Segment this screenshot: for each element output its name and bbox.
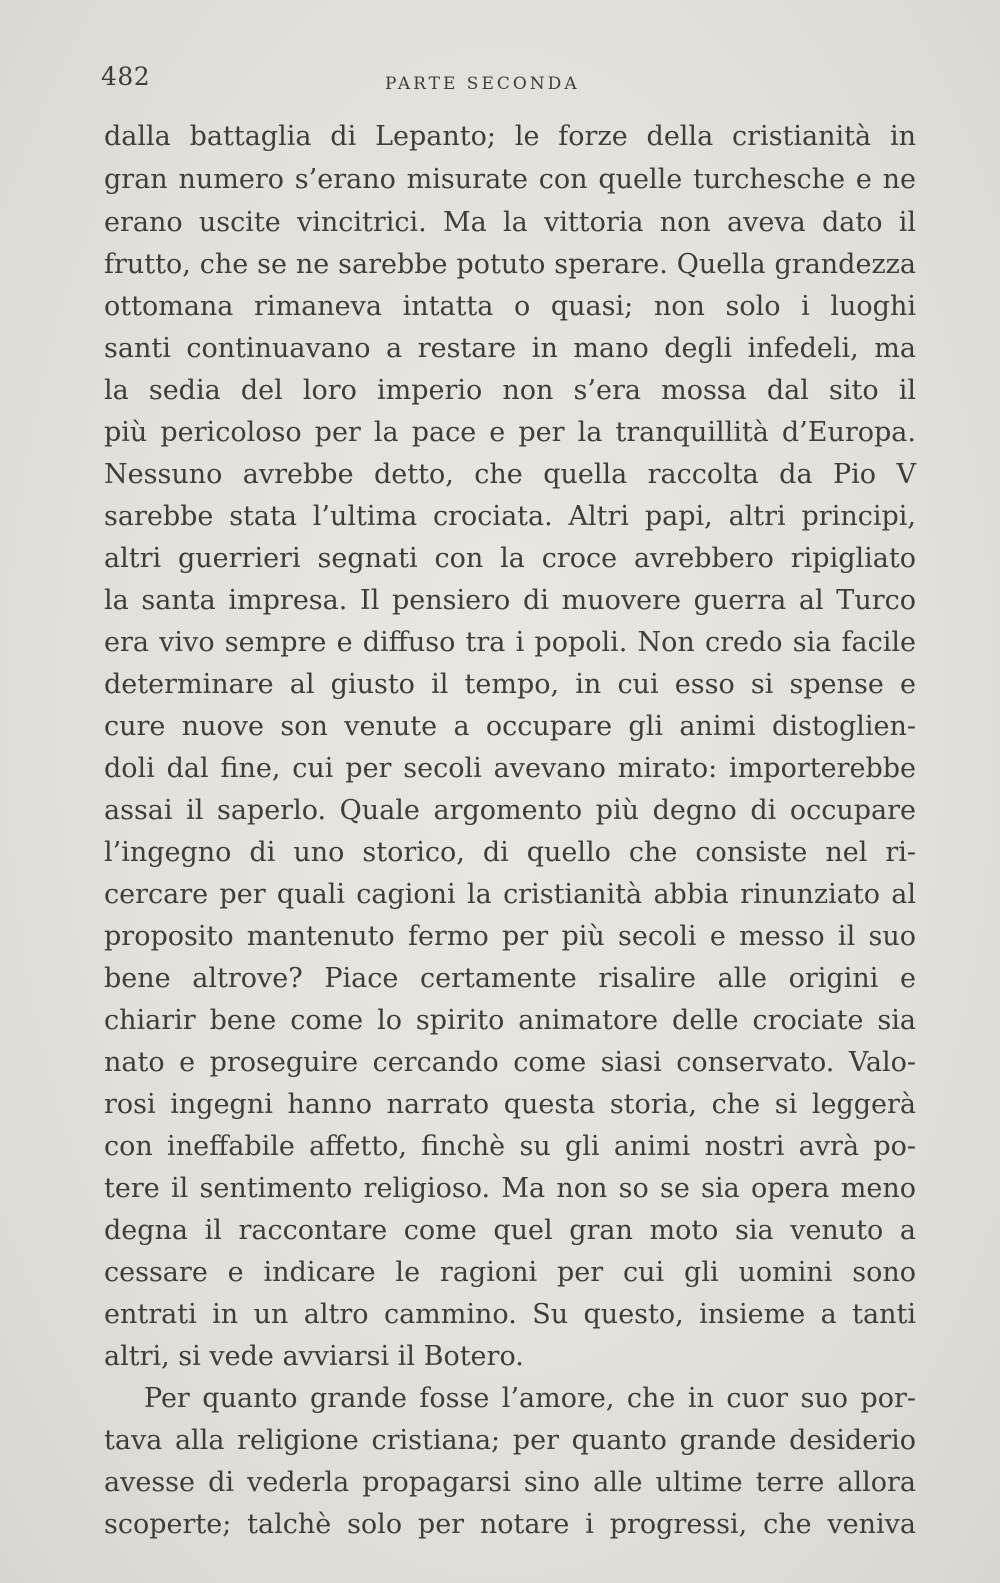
paragraph-start-line: Per quanto grande fosse l’amore, che in cuor suo por-: [144, 1383, 916, 1414]
text-line: degna il raccontare come quel gran moto sia venuto a: [104, 1215, 916, 1246]
text-line: l’ingegno di uno storico, di quello che consiste nel ri-: [104, 837, 916, 868]
text-line: entrati in un altro cammino. Su questo, insieme a tanti: [104, 1299, 916, 1330]
text-line: cessare e indicare le ragioni per cui gli uomini sono: [104, 1257, 916, 1288]
text-line: più pericoloso per la pace e per la tranquillità d’Europa.: [104, 417, 916, 448]
text-line: era vivo sempre e diffuso tra i popoli. Non credo sia facile: [104, 627, 916, 658]
text-line: sarebbe stata l’ultima crociata. Altri papi, altri principi,: [104, 501, 916, 532]
page-number: 482: [101, 62, 151, 91]
text-line: bene altrove? Piace certamente risalire alle origini e: [104, 963, 916, 994]
text-line: avesse di vederla propagarsi sino alle ultime terre allora: [104, 1467, 916, 1498]
text-line: altri guerrieri segnati con la croce avrebbero ripigliato: [104, 543, 916, 574]
text-line: con ineffabile affetto, finchè su gli animi nostri avrà po-: [104, 1131, 916, 1162]
text-line: doli dal fine, cui per secoli avevano mirato: importerebbe: [104, 753, 916, 784]
text-line: altri, si vede avviarsi il Botero.: [104, 1341, 524, 1372]
text-line: dalla battaglia di Lepanto; le forze della cristianità in: [104, 121, 916, 152]
text-line: nato e proseguire cercando come siasi conservato. Valo-: [104, 1047, 916, 1078]
text-line: Nessuno avrebbe detto, che quella raccolta da Pio V: [104, 459, 916, 490]
running-head: PARTE SECONDA: [385, 74, 580, 94]
text-line: tava alla religione cristiana; per quanto grande desiderio: [104, 1425, 916, 1456]
text-line: scoperte; talchè solo per notare i progressi, che veniva: [104, 1509, 916, 1540]
text-line: la santa impresa. Il pensiero di muovere guerra al Turco: [104, 585, 916, 616]
text-line: chiarir bene come lo spirito animatore delle crociate sia: [104, 1005, 916, 1036]
text-line: ottomana rimaneva intatta o quasi; non solo i luoghi: [104, 291, 916, 322]
text-line: assai il saperlo. Quale argomento più degno di occupare: [104, 795, 916, 826]
text-line: cure nuove son venute a occupare gli animi distoglien-: [104, 711, 916, 742]
text-line: gran numero s’erano misurate con quelle turchesche e ne: [104, 164, 916, 195]
text-line: cercare per quali cagioni la cristianità abbia rinunziato al: [104, 879, 916, 910]
text-line: frutto, che se ne sarebbe potuto sperare. Quella grandezza: [104, 249, 916, 280]
text-line: tere il sentimento religioso. Ma non so se sia opera meno: [104, 1173, 916, 1204]
text-line: proposito mantenuto fermo per più secoli e messo il suo: [104, 921, 916, 952]
text-line: determinare al giusto il tempo, in cui esso si spense e: [104, 669, 916, 700]
text-line: rosi ingegni hanno narrato questa storia, che si leggerà: [104, 1089, 916, 1120]
text-line: santi continuavano a restare in mano degli infedeli, ma: [104, 333, 916, 364]
text-line: la sedia del loro imperio non s’era mossa dal sito il: [104, 375, 916, 406]
text-line: erano uscite vincitrici. Ma la vittoria non aveva dato il: [104, 207, 916, 238]
